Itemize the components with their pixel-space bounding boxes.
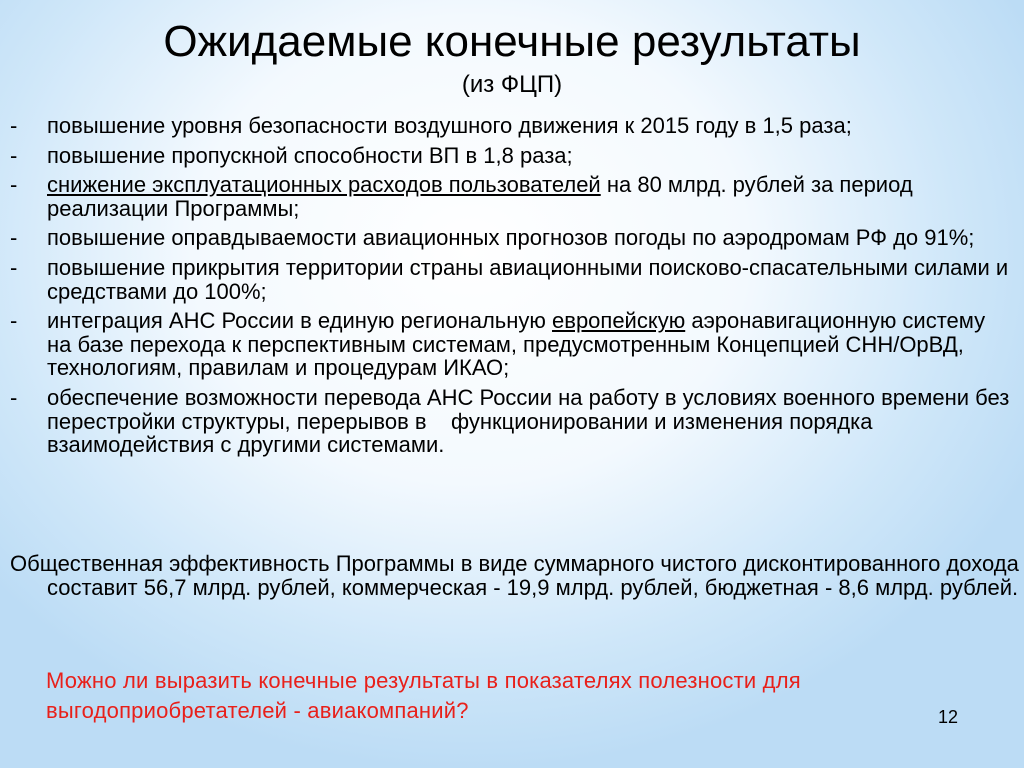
bullet-text: аэронавигационную систему на базе перехода к перспективным системам, предусмотренным Концепцией СНН/ОрВД, технологиям, правилам и процедурам ИКАО; (47, 308, 986, 381)
bullet-text: обеспечение возможности перевода АНС России на работу в условиях военного времени без перестройки структуры, перерывов в функционировании и изменения порядка взаимодействия с другими системами. (47, 384, 1016, 458)
bullet-dash: - (10, 384, 18, 410)
bullet-text: повышение прикрытия территории страны авиационными поисково-спасательными силами и средствами до 100%; (47, 254, 1009, 304)
list-item (10, 309, 1015, 380)
list-item (10, 386, 1015, 457)
page-number: 12 (938, 707, 959, 727)
effectiveness-summary: Общественная эффективность Программы в виде суммарного чистого дисконтированного дохода составит 56,7 млрд. рублей, коммерческая - 19,9 млрд. рублей, бюджетная - 8,6 млрд. рублей. (10, 551, 1019, 600)
bullet-text: интеграция АНС России в единую региональную (47, 308, 553, 334)
bullet-text: повышение уровня безопасности воздушного движения к 2015 году в 1,5 раза; (47, 113, 852, 138)
bullet-dash: - (10, 254, 18, 280)
bullet-dash: - (10, 142, 18, 168)
bullet-dash: - (10, 225, 18, 251)
list-item (10, 173, 1015, 220)
slide-title: Ожидаемые конечные результаты (163, 17, 861, 66)
bullet-dash: - (10, 172, 18, 198)
list-item (10, 144, 1015, 168)
underlined-phrase: снижение эксплуатационных расходов пользователей (47, 172, 601, 198)
bullet-dash: - (10, 308, 18, 334)
results-list (10, 114, 1015, 463)
list-item (10, 226, 1015, 250)
bullet-text: повышение оправдываемости авиационных прогнозов погоды по аэродромам РФ до 91%; (47, 225, 975, 251)
bullet-text: повышение пропускной способности ВП в 1,8 раза; (47, 142, 573, 168)
list-item (10, 256, 1015, 303)
list-item (10, 114, 1015, 138)
bullet-dash: - (10, 113, 18, 138)
question-text: Можно ли выразить конечные результаты в показателях полезности для выгодоприобретателей - авиакомпаний? (46, 668, 801, 723)
bullet-text: на 80 млрд. рублей за период реализации Программы; (47, 172, 913, 221)
underlined-phrase: европейскую (552, 308, 686, 334)
slide-subtitle: (из ФЦП) (461, 71, 563, 98)
